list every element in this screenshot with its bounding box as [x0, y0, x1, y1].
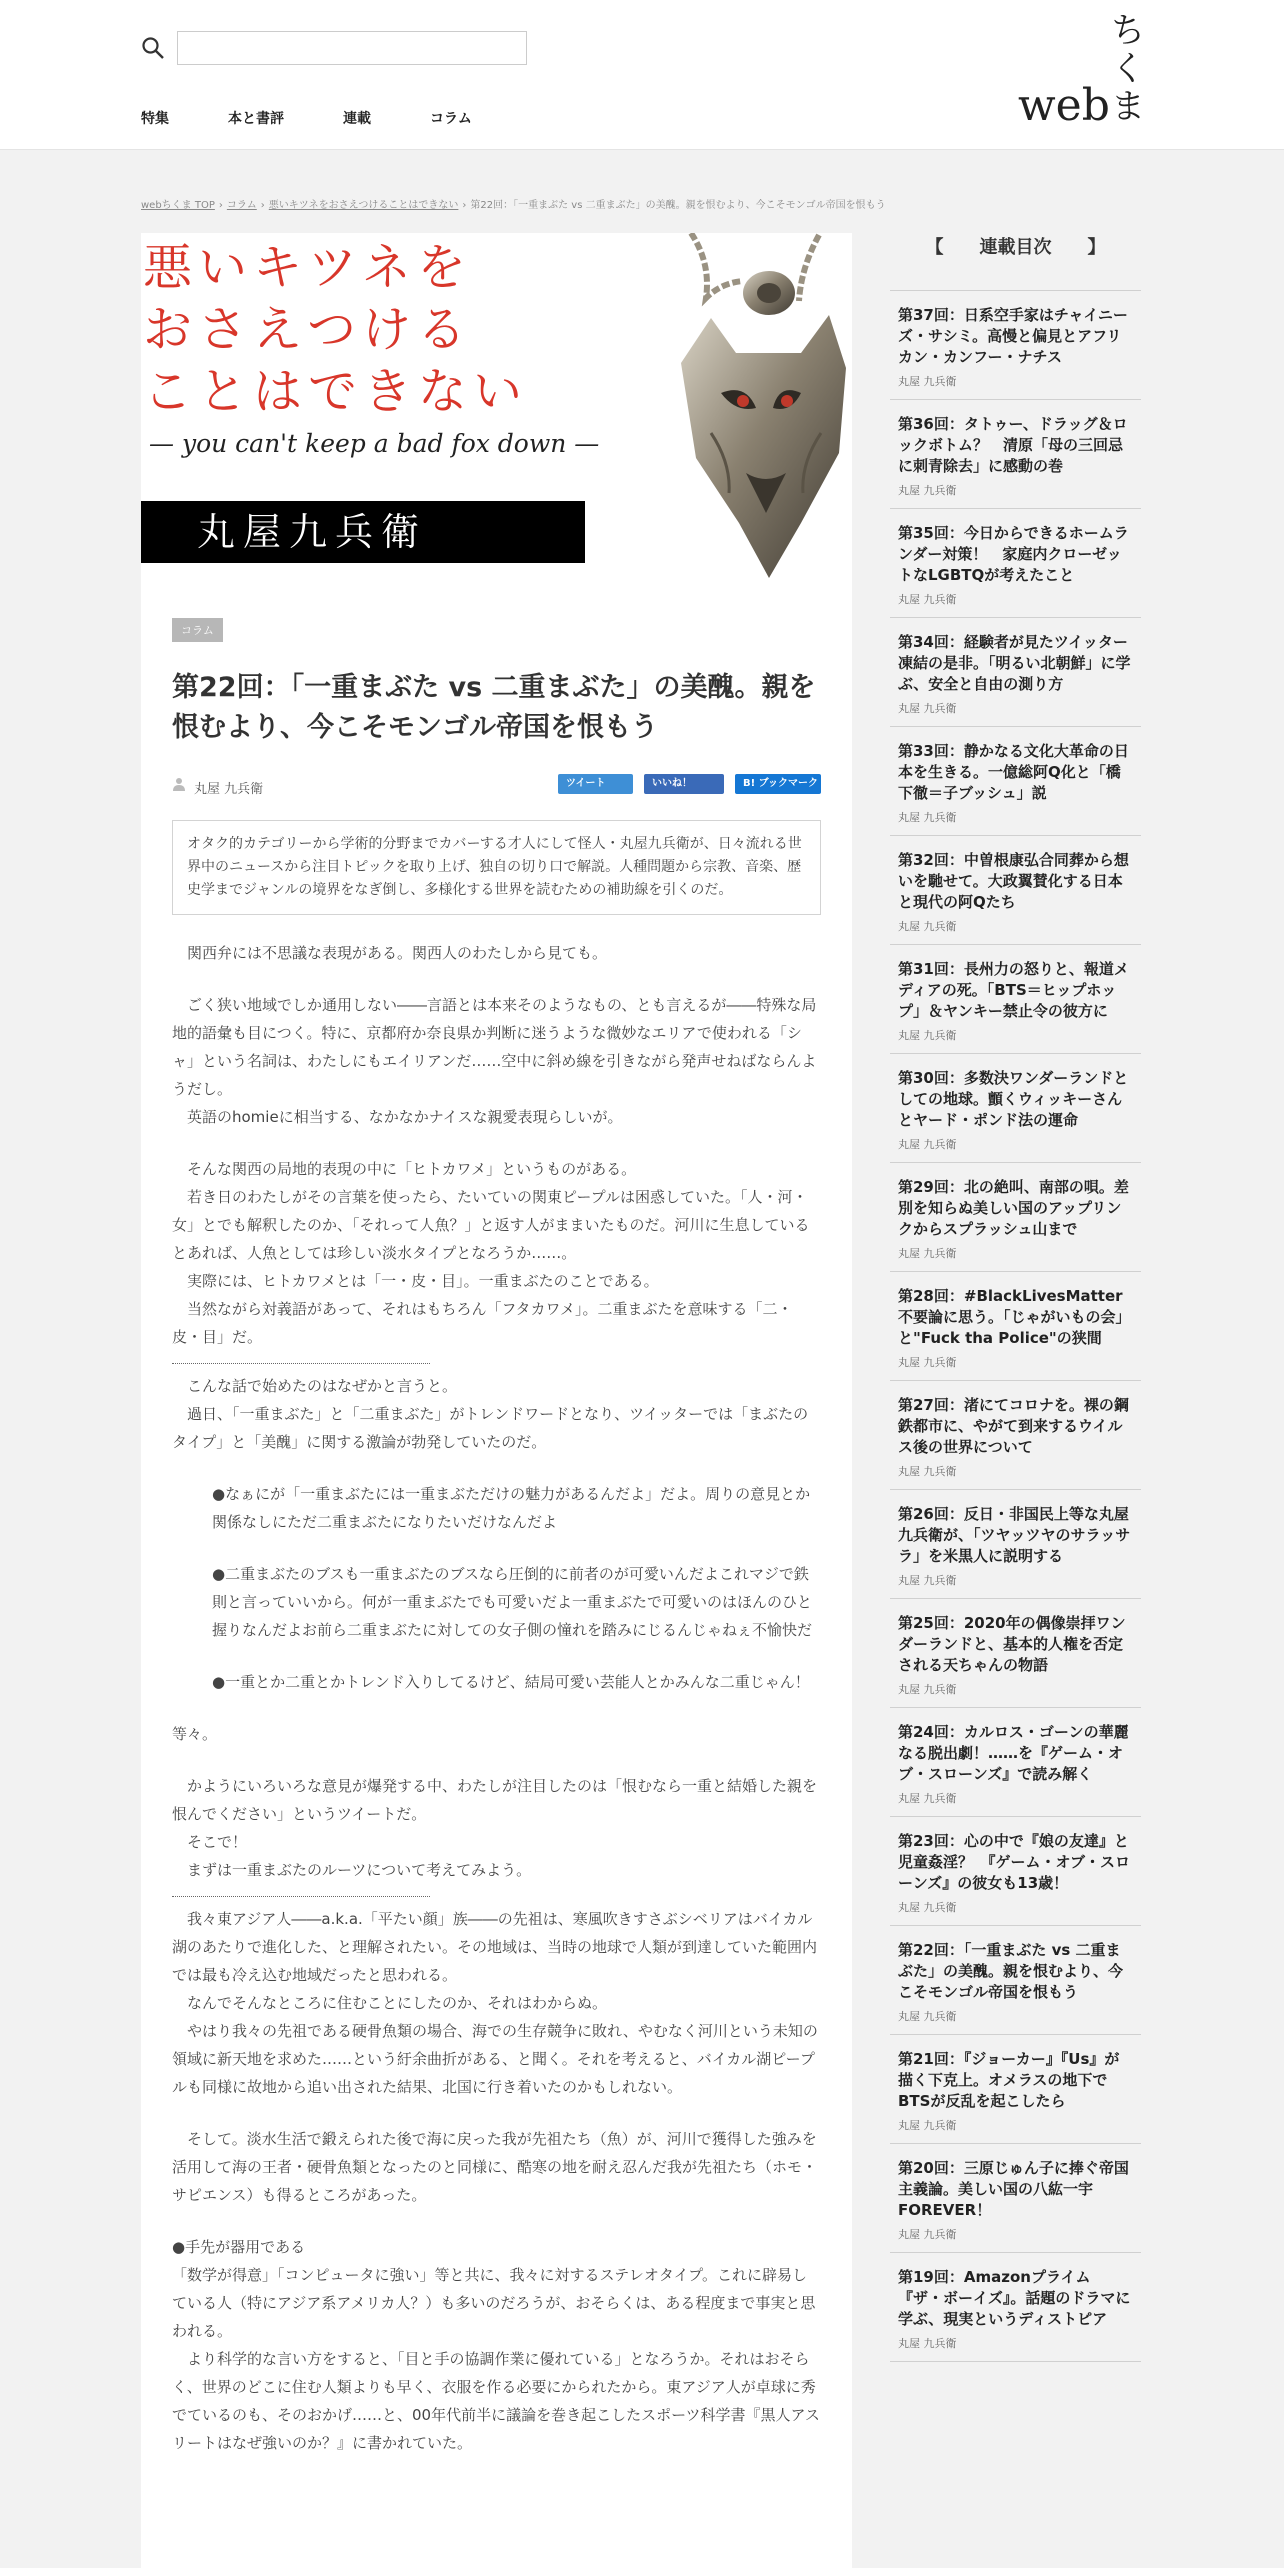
dotted-divider: [172, 1363, 430, 1364]
toc-item-title: 第24回：カルロス・ゴーンの華麗なる脱出劇！……を『ゲーム・オブ・スローンズ』で読み解く: [898, 1723, 1129, 1783]
breadcrumb-column[interactable]: コラム: [226, 200, 257, 211]
toc-item-author: 丸屋 九兵衛: [898, 2119, 957, 2132]
paragraph: 関西弁には不思議な表現がある。関西人のわたしから見ても。: [187, 944, 608, 962]
toc-item[interactable]: [890, 1599, 1141, 1708]
toc-item-title: 第34回：経験者が見たツイッター凍結の是非。「明るい北朝鮮」に学ぶ、安全と自由の測り方: [898, 633, 1131, 693]
spacer: [172, 1536, 821, 1560]
subheading: ●手先が器用である: [172, 2238, 306, 2256]
paragraph: 実際には、ヒトカワメとは「一・皮・目」。一重まぶたのことである。: [187, 1272, 659, 1290]
article-meta: [172, 774, 821, 796]
toc-item[interactable]: [890, 727, 1141, 836]
main-nav: [141, 108, 531, 128]
spacer: [172, 1456, 821, 1480]
toc-item-title: 第22回：「一重まぶた vs 二重まぶた」の美醜。親を恨むより、今こそモンゴル帝国を恨もう: [898, 1941, 1124, 2001]
toc-item-author: 丸屋 九兵衛: [898, 920, 957, 933]
breadcrumb-separator: ›: [260, 200, 265, 211]
toc-item[interactable]: [890, 1272, 1141, 1381]
toc-item-title: 第31回：長州力の怒りと、報道メディアの死。「BTS＝ヒップホップ」＆ヤンキー禁止令の彼方に: [898, 960, 1129, 1020]
paragraph: そんな関西の局地的表現の中に「ヒトカワメ」というものがある。: [187, 1160, 637, 1178]
article-content: [172, 939, 821, 2457]
site-header: [0, 0, 1284, 150]
paragraph: 「数学が得意」「コンピュータに強い」等と共に、我々に対するステレオタイプ。これに辟易している人（特にアジア系アメリカ人？）も多いのだろうが、おそらくは、ある程度まで事実と思われる。: [172, 2266, 816, 2340]
toc-item-title: 第20回：三原じゅん子に捧ぐ帝国主義論。美しい国の八紘一宇FOREVER！: [898, 2159, 1129, 2219]
toc-item-author: 丸屋 九兵衛: [898, 1029, 957, 1042]
paragraph: こんな話で始めたのはなぜかと言うと。: [187, 1377, 458, 1395]
toc-item[interactable]: [890, 836, 1141, 945]
toc-item-author: 丸屋 九兵衛: [898, 484, 957, 497]
article: [141, 233, 852, 2568]
toc-item-author: 丸屋 九兵衛: [898, 593, 957, 606]
toc-item-author: 丸屋 九兵衛: [898, 1683, 957, 1696]
toc-heading: 【 連載目次 】: [890, 233, 1141, 291]
search-input[interactable]: [177, 31, 527, 65]
paragraph: 我々東アジア人――a.k.a.「平たい顔」族――の先祖は、寒風吹きすさぶシベリアはバイカル湖のあたりで進化した、と理解されたい。その地域は、当時の地球で人類が到達していた範囲内では最も冷え込む地域だったと思われる。: [172, 1910, 818, 1984]
toc-item-title: 第19回：Amazonプライム『ザ・ボーイズ』。話題のドラマに学ぶ、現実というディストピア: [898, 2268, 1131, 2328]
toc-item[interactable]: [890, 291, 1141, 400]
paragraph: 当然ながら対義語があって、それはもちろん「フタカワメ」。二重まぶたを意味する「二・皮・目」だ。: [172, 1300, 793, 1346]
toc-item-title: 第30回：多数決ワンダーランドとしての地球。顫くウィッキーさんとヤード・ポンド法の運命: [898, 1069, 1129, 1129]
toc-item-author: 丸屋 九兵衛: [898, 375, 957, 388]
toc-item-author: 丸屋 九兵衛: [898, 1465, 957, 1478]
spacer: [172, 2209, 821, 2233]
nav-series[interactable]: 連載: [343, 111, 371, 127]
toc-item-author: 丸屋 九兵衛: [898, 811, 957, 824]
toc-item-title: 第23回：心の中で『娘の友達』と児童姦淫？ 『ゲーム・オブ・スローンズ』の彼女も13歳！: [898, 1832, 1131, 1892]
banner-author: 丸屋九兵衛: [141, 501, 585, 563]
toc-item-title: 第26回：反日・非国民上等な丸屋九兵衛が、「ツヤッツヤのサラッサラ」を米黒人に説明する: [898, 1505, 1131, 1565]
paragraph: より科学的な言い方をすると、「目と手の協調作業に優れている」となろうか。それはおそらく、世界のどこに住む人類よりも早く、衣服を作る必要にかられたから。東アジア人が卓球に秀でているのも、そのおかげ……と、00年代前半に議論を巻き起こしたスポーツ科学書『黒人アスリートはなぜ強いのか？』に書かれていた。: [172, 2350, 820, 2452]
toc-item-author: 丸屋 九兵衛: [898, 2228, 957, 2241]
toc-item[interactable]: [890, 618, 1141, 727]
toc-item[interactable]: [890, 2035, 1141, 2144]
share-buttons: [558, 774, 821, 794]
author-name[interactable]: 丸屋 九兵衛: [194, 782, 264, 797]
toc-list: [890, 291, 1141, 2362]
breadcrumb-separator: ›: [218, 200, 223, 211]
toc-item[interactable]: [890, 1817, 1141, 1926]
breadcrumb-top[interactable]: webちくま TOP: [141, 200, 215, 211]
logo-web-text: web: [1018, 80, 1110, 131]
toc-item-author: 丸屋 九兵衛: [898, 1247, 957, 1260]
toc-item-author: 丸屋 九兵衛: [898, 2337, 957, 2350]
spacer: [172, 1131, 821, 1155]
spacer: [172, 967, 821, 991]
quoted-tweet: ●一重とか二重とかトレンド入りしてるけど、結局可愛い芸能人とかみんな二重じゃん！: [212, 1673, 810, 1691]
series-banner: [141, 233, 852, 588]
paragraph: 過日、「一重まぶた」と「二重まぶた」がトレンドワードとなり、ツイッターでは「まぶたのタイプ」と「美醜」に関する激論が勃発していたのだ。: [172, 1405, 809, 1451]
paragraph: ごく狭い地域でしか通用しない――言語とは本来そのようなもの、とも言えるが――特殊な局地的語彙も目につく。特に、京都府か奈良県か判断に迷うような微妙なエリアで使われる「シャ」という名詞は、わたしにもエイリアンだ……空中に斜め線を引きながら発声せねばならんようだし。: [172, 996, 817, 1098]
toc-item[interactable]: [890, 945, 1141, 1054]
banner-title-line: 悪いキツネを: [143, 239, 473, 296]
toc-item-title: 第25回：2020年の偶像崇拝ワンダーランドと、基本的人権を否定される天ちゃんの物語: [898, 1614, 1126, 1674]
quoted-tweet: ●なぁにが「一重まぶたには一重まぶただけの魅力があるんだよ」だよ。周りの意見とか関係なしにただ二重まぶたになりたいだけなんだよ: [212, 1485, 811, 1531]
paragraph: そこで！: [187, 1833, 248, 1851]
toc-item-title: 第36回：タトゥー、ドラッグ＆ロックボトム？ 清原「母の三回忌に刺青除去」に感動の巻: [898, 415, 1128, 475]
hatena-bookmark-button[interactable]: B! ブックマーク: [735, 774, 821, 794]
paragraph: まずは一重まぶたのルーツについて考えてみよう。: [187, 1861, 532, 1879]
breadcrumb-separator: ›: [462, 200, 467, 211]
banner-title-line: おさえつける: [143, 301, 473, 358]
toc-item[interactable]: [890, 1163, 1141, 1272]
toc-item[interactable]: [890, 1926, 1141, 2035]
search-icon[interactable]: [141, 36, 165, 60]
toc-item-author: 丸屋 九兵衛: [898, 1138, 957, 1151]
category-badge[interactable]: コラム: [172, 618, 223, 642]
toc-item-title: 第32回：中曽根康弘合同葬から想いを馳せて。大政翼賛化する日本と現代の阿Qたち: [898, 851, 1129, 911]
dotted-divider: [172, 1896, 430, 1897]
tweet-button[interactable]: ツイート: [558, 774, 633, 794]
toc-item-author: 丸屋 九兵衛: [898, 702, 957, 715]
article-title: 第22回：「一重まぶた vs 二重まぶた」の美醜。親を恨むより、今こそモンゴル帝国を恨もう: [172, 672, 816, 743]
nav-books[interactable]: 本と書評: [228, 111, 284, 127]
logo-chikuma-text: ちくま: [1111, 11, 1145, 127]
spacer: [172, 2101, 821, 2125]
site-logo[interactable]: [1018, 12, 1148, 130]
paragraph: 若き日のわたしがその言葉を使ったら、たいていの関東ピープルは困惑していた。「人・河・女」とでも解釈したのか、「それって人魚？」と返す人がままいたものだ。河川に生息しているとあれば、人魚としては珍しい淡水タイプとなろうか……。: [172, 1188, 810, 1262]
toc-item[interactable]: [890, 2253, 1141, 2362]
toc-item-title: 第29回：北の絶叫、南部の唄。差別を知らぬ美しい国のアップリンクからスプラッシュ山まで: [898, 1178, 1129, 1238]
toc-item[interactable]: [890, 2144, 1141, 2253]
paragraph: 英語のhomieに相当する、なかなかナイスな親愛表現らしいが。: [187, 1108, 623, 1126]
toc-item-author: 丸屋 九兵衛: [898, 2010, 957, 2023]
nav-feature[interactable]: 特集: [141, 111, 169, 127]
nav-column[interactable]: コラム: [430, 111, 472, 127]
toc-item-title: 第28回：#BlackLivesMatter 不要論に思う。「じゃがいもの会」と"Fuck tha Police"の狭間: [898, 1287, 1131, 1347]
facebook-like-button[interactable]: いいね！: [644, 774, 724, 794]
paragraph: 等々。: [172, 1725, 218, 1743]
paragraph: なんでそんなところに住むことにしたのか、それはわからぬ。: [187, 1994, 608, 2012]
spacer: [172, 1696, 821, 1720]
paragraph: そして。淡水生活で鍛えられた後で海に戻った我が先祖たち（魚）が、河川で獲得した強みを活用して海の王者・硬骨魚類となったのと同様に、酷寒の地を耐え忍んだ我が先祖たち（ホモ・サピエンス）も得るところがあった。: [172, 2130, 818, 2204]
toc-item[interactable]: [890, 509, 1141, 618]
toc-item-author: 丸屋 九兵衛: [898, 1356, 957, 1369]
breadcrumb-current: 第22回：「一重まぶた vs 二重まぶた」の美醜。親を恨むより、今こそモンゴル帝国を恨もう: [470, 200, 886, 211]
fox-pendant-image: [651, 233, 851, 588]
toc-item-title: 第27回：渚にてコロナを。裸の鋼鉄都市に、やがて到来するウイルス後の世界について: [898, 1396, 1129, 1456]
toc-item-title: 第21回：『ジョーカー』『Us』が描く下克上。オメラスの地下でBTSが反乱を起こしたら: [898, 2050, 1120, 2110]
toc-item-title: 第33回：静かなる文化大革命の日本を生きる。一億総阿Q化と「橋下徹＝子ブッシュ」説: [898, 742, 1129, 802]
breadcrumb: [141, 196, 886, 211]
banner-subtitle: — you can't keep a bad fox down —: [149, 429, 600, 458]
banner-title: [143, 237, 528, 423]
toc-item-title: 第37回：日系空手家はチャイニーズ・サシミ。高慢と偏見とアフリカン・カンフー・ナチス: [898, 306, 1128, 366]
toc-item[interactable]: [890, 1381, 1141, 1490]
toc-item-author: 丸屋 九兵衛: [898, 1901, 957, 1914]
series-toc-sidebar: [890, 233, 1141, 2362]
breadcrumb-series[interactable]: 悪いキツネをおさえつけることはできない: [268, 200, 459, 211]
paragraph: かようにいろいろな意見が爆発する中、わたしが注目したのは「恨むなら一重と結婚した親を恨んでください」というツイートだ。: [172, 1777, 818, 1823]
toc-item[interactable]: [890, 400, 1141, 509]
toc-item[interactable]: [890, 1490, 1141, 1599]
toc-item-author: 丸屋 九兵衛: [898, 1574, 957, 1587]
paragraph: やはり我々の先祖である硬骨魚類の場合、海での生存競争に敗れ、やむなく河川という未知の領域に新天地を求めた……という紆余曲折がある、と聞く。それを考えると、バイカル湖ピープルも同様に故地から追い出された結果、北国に行き着いたのかもしれない。: [172, 2022, 818, 2096]
toc-item[interactable]: [890, 1708, 1141, 1817]
article-body: [141, 588, 852, 2457]
banner-title-line: ことはできない: [143, 363, 529, 420]
quoted-tweet: ●二重まぶたのブスも一重まぶたのブスなら圧倒的に前者のが可愛いんだよこれマジで鉄則と言っていいから。何が一重まぶたでも可愛いだよ一重まぶたで可愛いのはほんのひと握りなんだよお前ら二重まぶたに対しての女子側の憧れを踏みにじるんじゃねぇ不愉快だ: [212, 1565, 813, 1639]
toc-item[interactable]: [890, 1054, 1141, 1163]
person-icon: [172, 777, 186, 791]
toc-item-title: 第35回：今日からできるホームランダー対策！ 家庭内クローゼットなLGBTQが考えたこと: [898, 524, 1129, 584]
intro-box: オタク的カテゴリーから学術的分野までカバーする才人にして怪人・丸屋九兵衛が、日々流れる世界中のニュースから注目トピックを取り上げ、独自の切り口で解説。人種問題から宗教、音楽、歴史学までジャンルの境界をなぎ倒し、多様化する世界を読むための補助線を引くのだ。: [172, 820, 821, 915]
spacer: [172, 1748, 821, 1772]
spacer: [172, 1644, 821, 1668]
toc-item-author: 丸屋 九兵衛: [898, 1792, 957, 1805]
